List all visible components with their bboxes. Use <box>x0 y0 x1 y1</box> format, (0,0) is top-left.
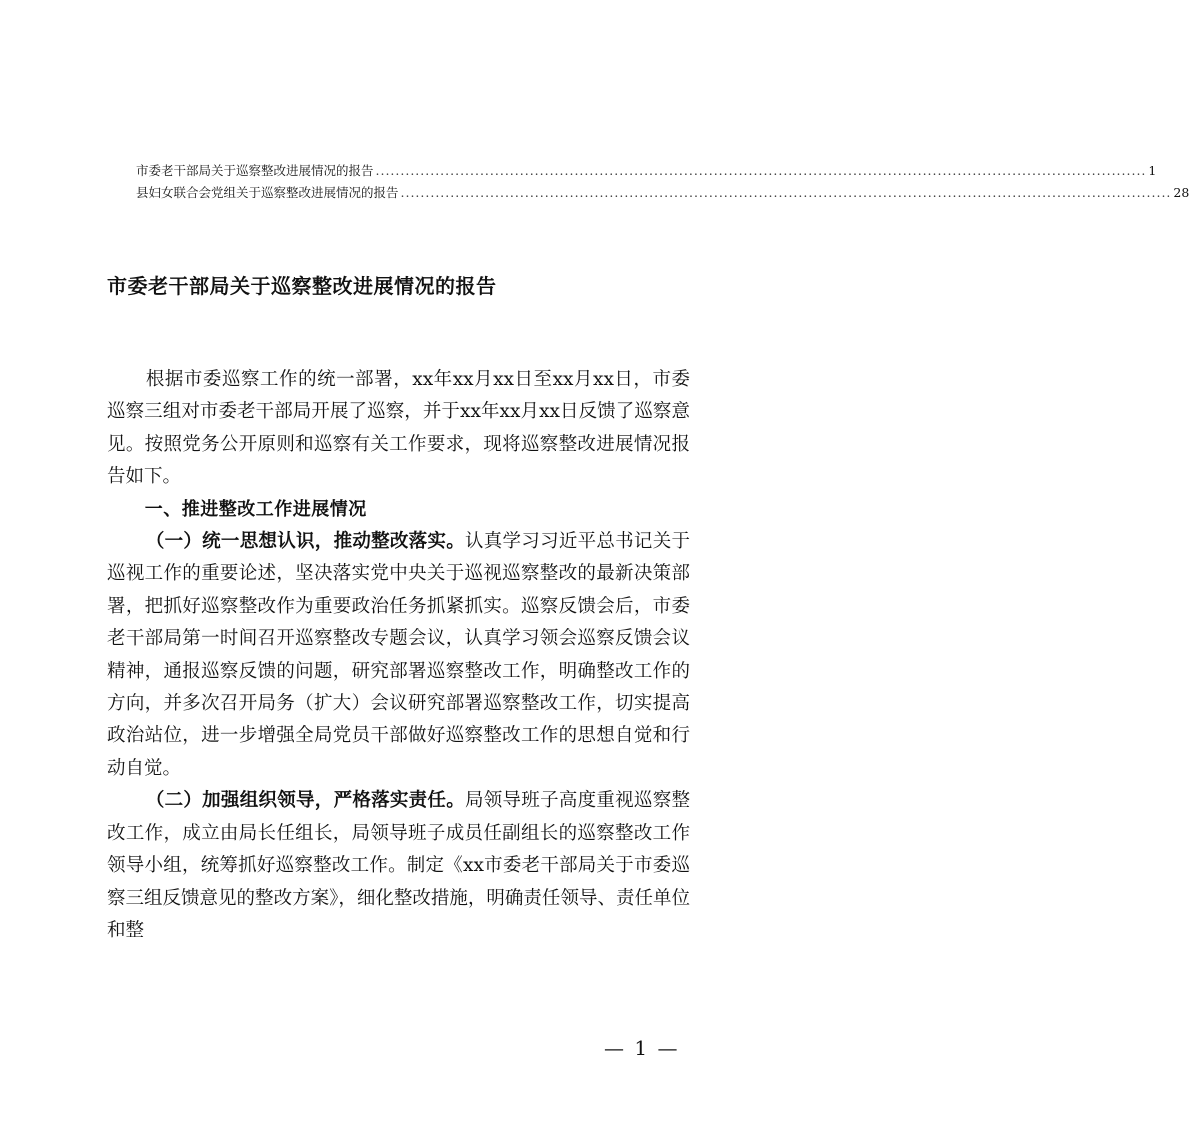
table-of-contents <box>136 160 1189 204</box>
body-paragraph <box>107 526 690 785</box>
body-paragraph <box>107 785 690 947</box>
toc-entry[interactable] <box>136 182 1189 204</box>
toc-leader-dots: ........................................................................................................................................................... <box>400 185 1172 200</box>
section-heading: 一、推进整改工作进展情况 <box>144 498 367 520</box>
toc-entry[interactable] <box>136 160 1157 182</box>
page-number: — 1 — <box>604 1036 680 1060</box>
toc-entry-title: 市委老干部局关于巡察整改进展情况的报告 <box>136 163 374 178</box>
toc-leader-dots: ........................................................................................................................................................... <box>375 163 1147 178</box>
toc-entry-page: 28 <box>1173 185 1189 200</box>
intro-paragraph: 根据市委巡察工作的统一部署，xx年xx月xx日至xx月xx日，市委巡察三组对市委老干部局开展了巡察，并于xx年xx月xx日反馈了巡察意见。按照党务公开原则和巡察有关工作要求，现将巡察整改进展情况报告如下。 <box>107 369 690 488</box>
paragraph-text: 认真学习习近平总书记关于巡视工作的重要论述，坚决落实党中央关于巡视巡察整改的最新决策部署，把抓好巡察整改作为重要政治任务抓紧抓实。巡察反馈会后，市委老干部局第一时间召开巡察整改专题会议，认真学习领会巡察反馈会议精神，通报巡察反馈的问题，研究部署巡察整改工作，明确整改工作的方向，并多次召开局务（扩大）会议研究部署巡察整改工作，切实提高政治站位，进一步增强全局党员干部做好巡察整改工作的思想自觉和行动自觉。 <box>107 531 690 779</box>
document-title: 市委老干部局关于巡察整改进展情况的报告 <box>107 274 497 298</box>
subsection-heading: （二）加强组织领导，严格落实责任。 <box>145 790 465 812</box>
paragraph-text: 局领导班子高度重视巡察整改工作，成立由局长任组长，局领导班子成员任副组长的巡察整改工作领导小组，统筹抓好巡察整改工作。制定《xx市委老干部局关于市委巡察三组反馈意见的整改方案》，细化整改措施，明确责任领导、责任单位和整 <box>107 790 690 941</box>
subsection-heading: （一）统一思想认识，推动整改落实。 <box>145 531 465 553</box>
toc-entry-page: 1 <box>1148 163 1157 178</box>
toc-entry-title: 县妇女联合会党组关于巡察整改进展情况的报告 <box>136 185 399 200</box>
document-body <box>107 364 690 947</box>
